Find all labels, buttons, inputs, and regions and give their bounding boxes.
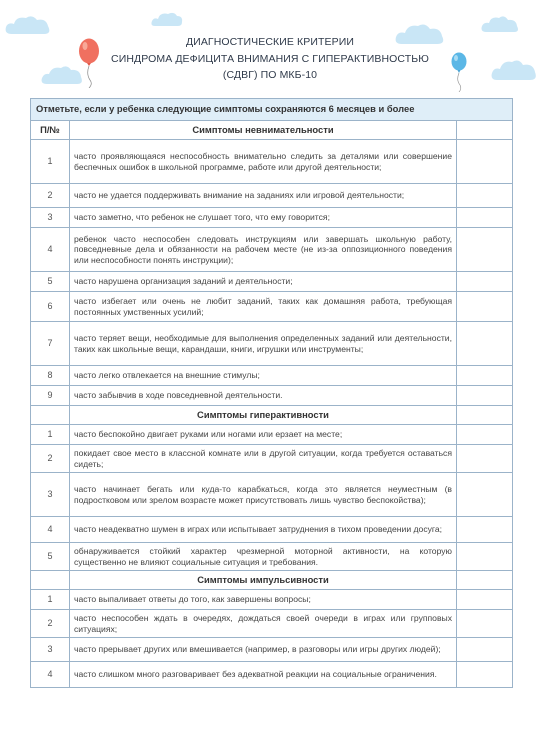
symptom-checkbox-cell[interactable] (457, 543, 513, 571)
symptom-checkbox-cell[interactable] (457, 386, 513, 406)
symptom-row (31, 543, 513, 571)
symptom-text: часто заметно, что ребенок не слушает того, что ему говорится; (70, 208, 457, 228)
symptom-text: часто неспособен ждать в очередях, дождаться своей очереди в играх или групповых ситуациях; (70, 610, 457, 638)
header-line-3: (СДВГ) ПО МКБ-10 (222, 69, 318, 81)
symptom-number: 3 (31, 638, 70, 662)
cloud-icon (480, 14, 520, 34)
cloud-icon (150, 11, 184, 27)
symptom-number: 5 (31, 272, 70, 292)
symptom-number: 5 (31, 543, 70, 571)
symptom-checkbox-cell[interactable] (457, 140, 513, 184)
page-header (0, 34, 540, 84)
symptom-row (31, 445, 513, 473)
symptom-checkbox-cell[interactable] (457, 517, 513, 543)
criteria-table-wrapper (30, 98, 512, 688)
section-check-cell (457, 121, 513, 140)
symptom-text: часто забывчив в ходе повседневной деятельности. (70, 386, 457, 406)
symptom-number: 2 (31, 610, 70, 638)
symptom-text: часто избегает или очень не любит заданий, таких как домашняя работа, требующая постоянных умственных усилий; (70, 292, 457, 322)
section-title: Симптомы невнимательности (70, 121, 457, 140)
symptom-checkbox-cell[interactable] (457, 590, 513, 610)
symptom-row (31, 610, 513, 638)
symptom-number: 1 (31, 140, 70, 184)
symptom-checkbox-cell[interactable] (457, 638, 513, 662)
symptom-row (31, 473, 513, 517)
symptom-row (31, 140, 513, 184)
symptom-text: часто беспокойно двигает руками или ногами или ерзает на месте; (70, 425, 457, 445)
symptom-checkbox-cell[interactable] (457, 272, 513, 292)
symptom-number: 7 (31, 322, 70, 366)
symptom-row (31, 184, 513, 208)
symptom-checkbox-cell[interactable] (457, 425, 513, 445)
symptom-checkbox-cell[interactable] (457, 184, 513, 208)
symptom-row (31, 292, 513, 322)
symptom-row (31, 517, 513, 543)
number-column-header: П/№ (31, 121, 70, 140)
symptom-row (31, 590, 513, 610)
symptom-number: 4 (31, 228, 70, 272)
symptom-text: часто нарушена организация заданий и деятельности; (70, 272, 457, 292)
number-column-header (31, 406, 70, 425)
symptom-text: часто легко отвлекается на внешние стимулы; (70, 366, 457, 386)
symptom-row (31, 208, 513, 228)
symptom-row (31, 228, 513, 272)
symptom-text: покидает свое место в классной комнате или в другой ситуации, когда требуется оставаться сидеть; (70, 445, 457, 473)
number-column-header (31, 571, 70, 590)
symptom-text: часто не удается поддерживать внимание на заданиях или игровой деятельности; (70, 184, 457, 208)
symptom-text: часто начинает бегать или куда-то карабкаться, когда это является неуместным (в подростковом или зрелом возрасте может присутствовать лишь чувство беспокойства); (70, 473, 457, 517)
intro-row (31, 99, 513, 121)
intro-text: Отметьте, если у ребенка следующие симптомы сохраняются 6 месяцев и более (31, 99, 513, 121)
header-line-2: СИНДРОМА ДЕФИЦИТА ВНИМАНИЯ С ГИПЕРАКТИВНОСТЬЮ (111, 52, 429, 65)
symptom-checkbox-cell[interactable] (457, 208, 513, 228)
symptom-row (31, 386, 513, 406)
symptom-checkbox-cell[interactable] (457, 366, 513, 386)
section-title: Симптомы импульсивности (70, 571, 457, 590)
section-check-cell (457, 571, 513, 590)
symptom-checkbox-cell[interactable] (457, 662, 513, 688)
symptom-number: 3 (31, 473, 70, 517)
symptom-row (31, 638, 513, 662)
symptom-text: часто прерывает других или вмешивается (например, в разговоры или игры других людей); (70, 638, 457, 662)
symptom-row (31, 366, 513, 386)
symptom-number: 2 (31, 184, 70, 208)
symptom-number: 1 (31, 425, 70, 445)
section-title: Симптомы гиперактивности (70, 406, 457, 425)
symptom-text: часто слишком много разговаривает без адекватной реакции на социальные ограничения. (70, 662, 457, 688)
header-line-1: ДИАГНОСТИЧЕСКИЕ КРИТЕРИИ (185, 36, 355, 48)
symptom-row (31, 425, 513, 445)
symptom-number: 4 (31, 662, 70, 688)
section-header-row (31, 406, 513, 425)
section-header-row (31, 121, 513, 140)
symptom-number: 8 (31, 366, 70, 386)
symptom-number: 9 (31, 386, 70, 406)
cloud-icon (4, 14, 52, 36)
symptom-row (31, 272, 513, 292)
symptom-row (31, 322, 513, 366)
symptom-number: 6 (31, 292, 70, 322)
symptom-text: часто проявляющаяся неспособность внимательно следить за деталями или совершение беспечных ошибок в школьной программе, работе или другой деятельности; (70, 140, 457, 184)
section-check-cell (457, 406, 513, 425)
symptom-number: 3 (31, 208, 70, 228)
criteria-table (30, 98, 513, 688)
symptom-text: обнаруживается стойкий характер чрезмерной моторной активности, на которую существенно не влияют социальные ситуация и требования. (70, 543, 457, 571)
symptom-checkbox-cell[interactable] (457, 610, 513, 638)
symptom-checkbox-cell[interactable] (457, 228, 513, 272)
symptom-text: часто выпаливает ответы до того, как завершены вопросы; (70, 590, 457, 610)
symptom-checkbox-cell[interactable] (457, 292, 513, 322)
symptom-checkbox-cell[interactable] (457, 473, 513, 517)
symptom-number: 2 (31, 445, 70, 473)
symptom-text: часто неадекватно шумен в играх или испытывает затруднения в тихом проведении досуга; (70, 517, 457, 543)
symptom-number: 4 (31, 517, 70, 543)
section-header-row (31, 571, 513, 590)
symptom-text: часто теряет вещи, необходимые для выполнения определенных заданий или деятельности, таких как школьные вещи, карандаши, книги, игрушки или инструменты; (70, 322, 457, 366)
symptom-number: 1 (31, 590, 70, 610)
symptom-row (31, 662, 513, 688)
symptom-text: ребенок часто неспособен следовать инструкциям или завершать школьную работу, повседневные дела и обязанности на рабочем месте (не из-за оппозиционного поведения или неспособности понять инструкции); (70, 228, 457, 272)
symptom-checkbox-cell[interactable] (457, 445, 513, 473)
symptom-checkbox-cell[interactable] (457, 322, 513, 366)
